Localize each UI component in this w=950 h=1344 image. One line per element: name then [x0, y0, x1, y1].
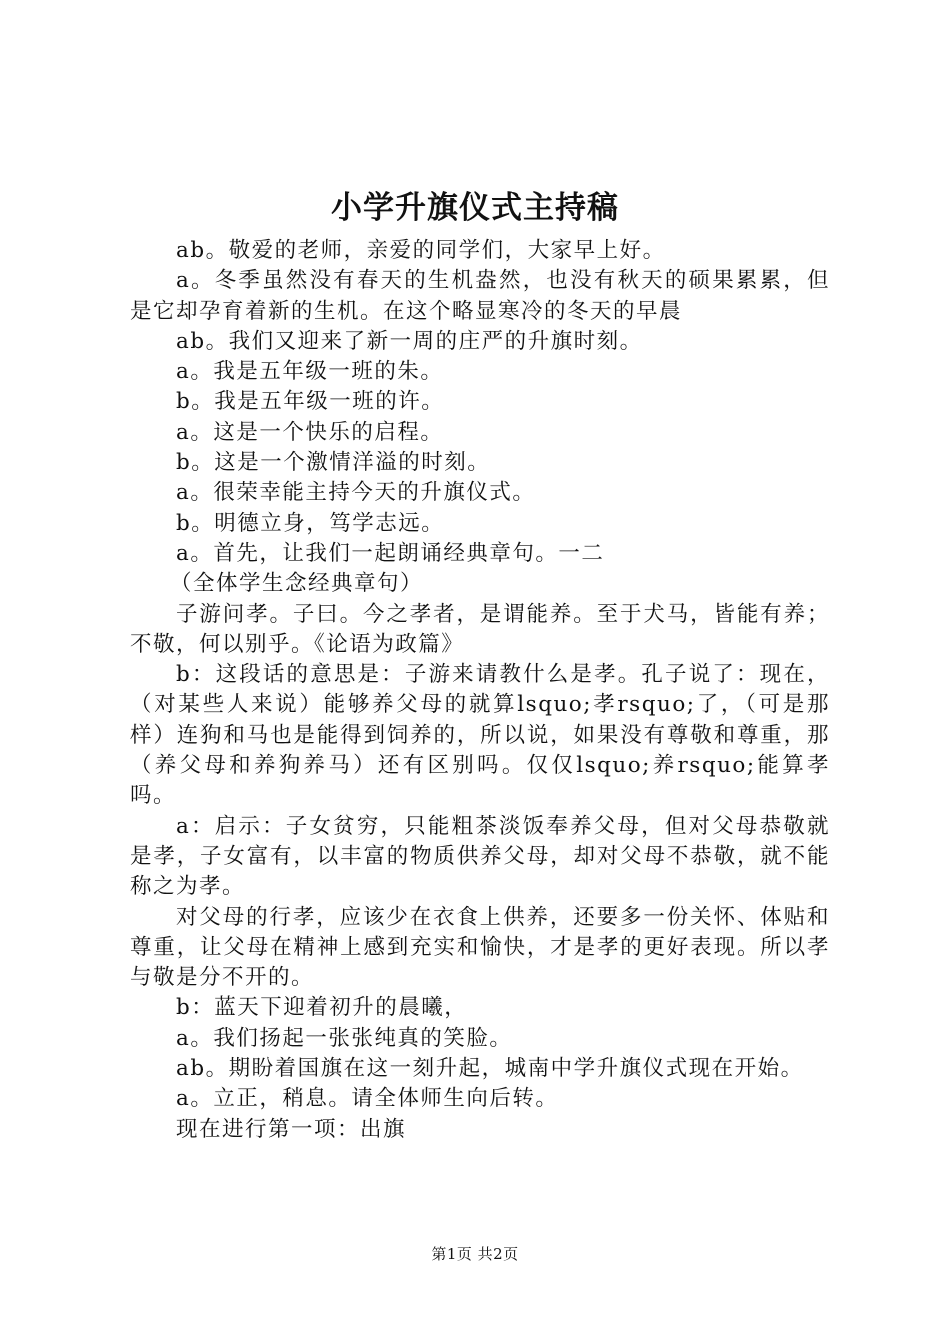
- paragraph: a。这是一个快乐的启程。: [176, 419, 444, 445]
- paragraph: 子游问孝。子曰。今之孝者，是谓能养。至于犬马，皆能有养；不敬，何以别乎。《论语为政篇》: [130, 601, 830, 657]
- paragraph: ab。期盼着国旗在这一刻升起，城南中学升旗仪式现在开始。: [176, 1056, 804, 1082]
- paragraph: b。我是五年级一班的许。: [176, 389, 445, 415]
- paragraph: a。很荣幸能主持今天的升旗仪式。: [176, 480, 536, 506]
- page-number-footer: 第1页 共2页: [431, 1245, 519, 1263]
- document-title: 小学升旗仪式主持稿: [331, 190, 619, 226]
- paragraph: b。这是一个激情洋溢的时刻。: [176, 450, 491, 476]
- paragraph: a。我是五年级一班的朱。: [176, 359, 444, 385]
- paragraph: ab。敬爱的老师，亲爱的同学们，大家早上好。: [176, 238, 666, 263]
- paragraph: a。冬季虽然没有春天的生机盎然，也没有秋天的硕果累累，但是它却孕育着新的生机。在这个略显寒冷的冬天的早晨: [130, 268, 830, 324]
- paragraph: b。明德立身，笃学志远。: [176, 510, 445, 536]
- paragraph: a：启示：子女贫穷，只能粗茶淡饭奉养父母，但对父母恭敬就是孝，子女富有，以丰富的物质供养父母，却对父母不恭敬，就不能称之为孝。: [130, 813, 830, 900]
- paragraph: a。立正，稍息。请全体师生向后转。: [176, 1086, 559, 1112]
- document-body: [130, 236, 830, 1145]
- paragraph: （全体学生念经典章句）: [170, 571, 424, 597]
- paragraph: a。首先，让我们一起朗诵经典章句。一二: [176, 540, 605, 566]
- paragraph: b：蓝天下迎着初升的晨曦，: [176, 995, 468, 1021]
- paragraph: ab。我们又迎来了新一周的庄严的升旗时刻。: [176, 328, 643, 354]
- paragraph: 对父母的行孝，应该少在衣食上供养，还要多一份关怀、体贴和尊重，让父母在精神上感到充实和愉快，才是孝的更好表现。所以孝与敬是分不开的。: [130, 904, 830, 991]
- paragraph: b：这段话的意思是：子游来请教什么是孝。孔子说了：现在，（对某些人来说）能够养父母的就算lsquo;孝rsquo;了，（可是那样）连狗和马也是能得到饲养的，所以说，如果没有尊敬和尊重，那（养父母和养狗养马）还有区别吗。仅仅lsquo;养rsquo;能算孝吗。: [130, 662, 830, 809]
- paragraph: 现在进行第一项：出旗: [176, 1116, 407, 1142]
- paragraph: a。我们扬起一张张纯真的笑脸。: [176, 1025, 513, 1051]
